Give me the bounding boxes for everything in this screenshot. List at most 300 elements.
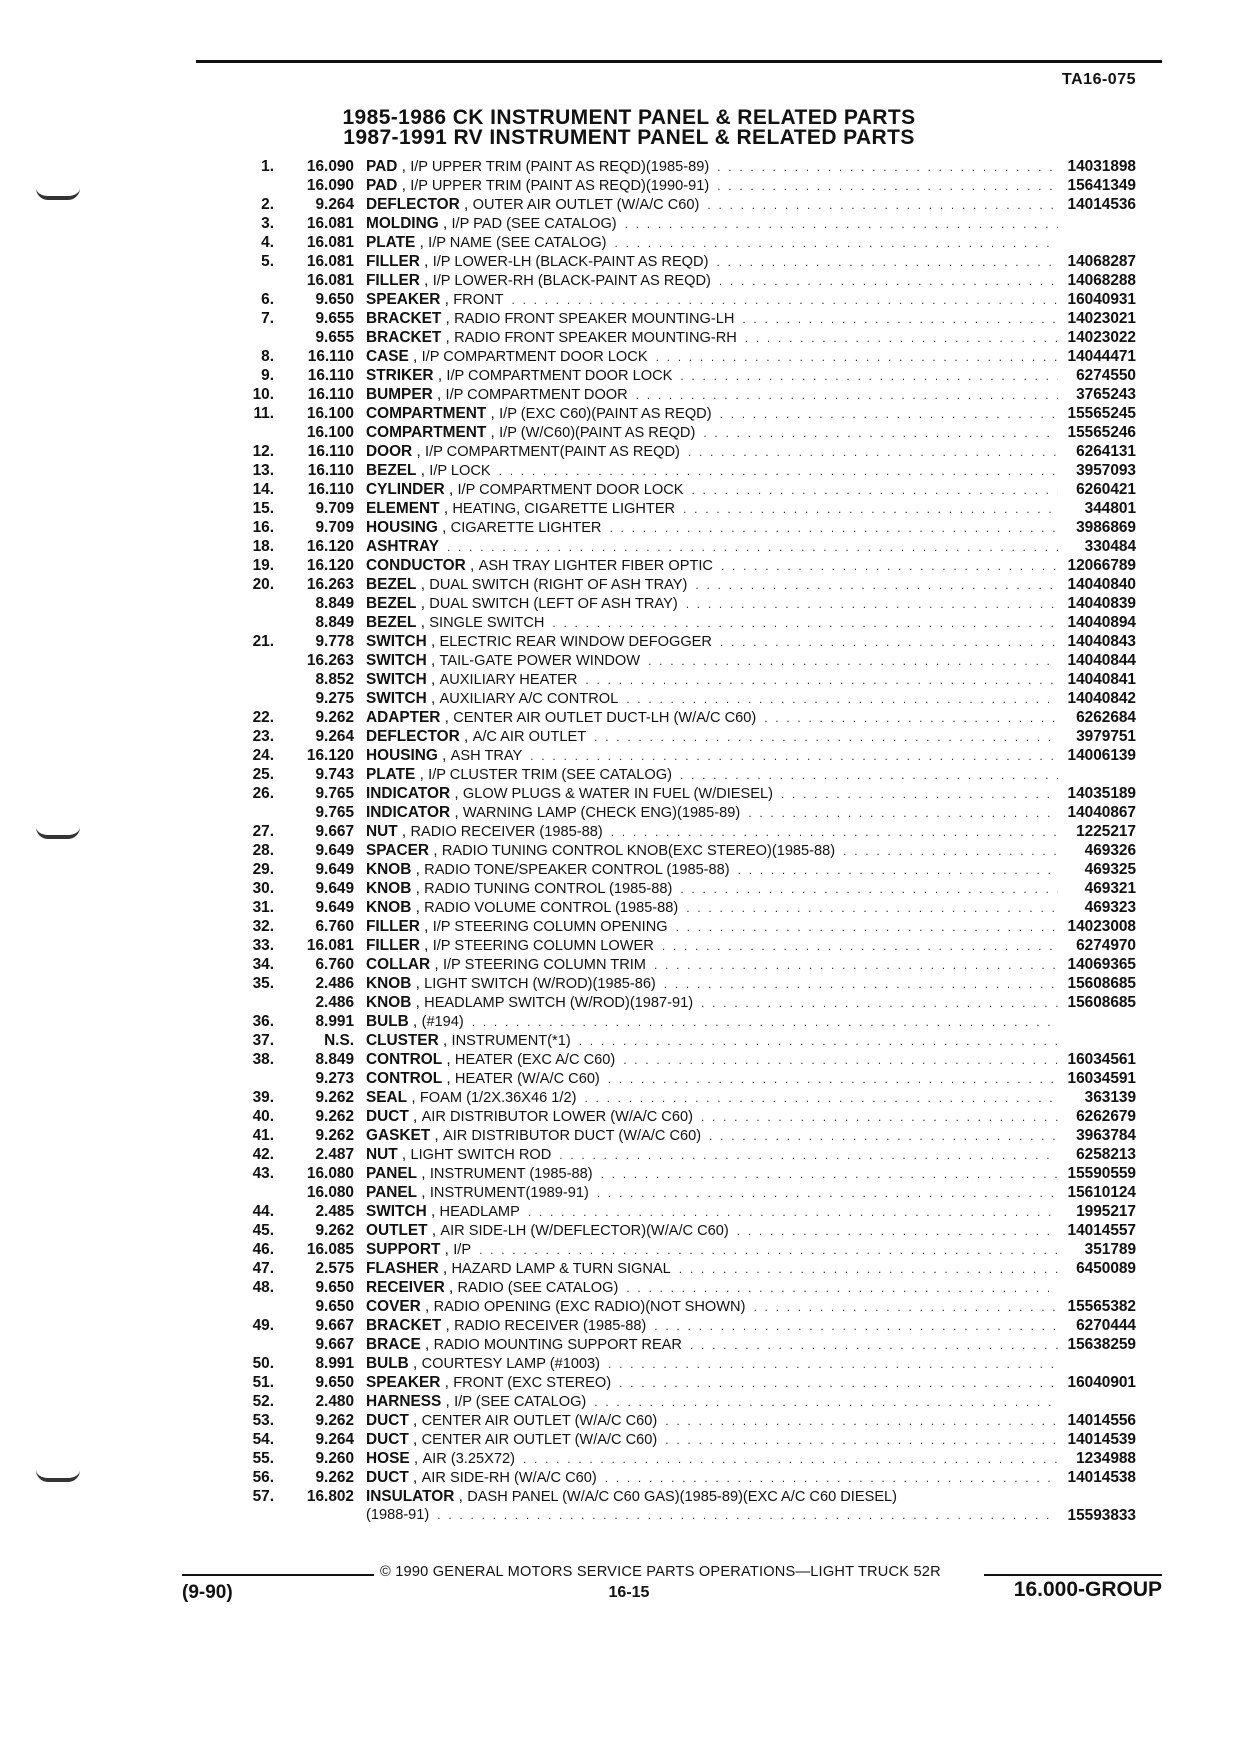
dot-leader bbox=[552, 614, 1058, 633]
group-number: 8.991 bbox=[315, 1355, 354, 1372]
part-detail: I/P COMPARTMENT DOOR LOCK bbox=[421, 349, 648, 365]
part-number: 469326 bbox=[1084, 842, 1136, 859]
part-number: 3765243 bbox=[1076, 386, 1136, 403]
part-number: 330484 bbox=[1084, 538, 1136, 555]
name-separator: , bbox=[440, 1374, 454, 1391]
part-detail: ELECTRIC REAR WINDOW DEFOGGER bbox=[439, 634, 712, 650]
part-description bbox=[366, 499, 1058, 519]
part-number: 15590559 bbox=[1067, 1165, 1136, 1182]
dot-leader bbox=[686, 595, 1058, 614]
dot-leader bbox=[601, 1165, 1058, 1184]
part-name: INDICATOR bbox=[366, 804, 451, 821]
part-number: 351789 bbox=[1084, 1241, 1136, 1258]
part-number: 14040843 bbox=[1067, 633, 1136, 650]
part-name: GASKET bbox=[366, 1127, 431, 1144]
part-name: SWITCH bbox=[366, 1203, 427, 1220]
part-name: SWITCH bbox=[366, 633, 427, 650]
parts-row bbox=[0, 480, 1258, 499]
group-number: 9.765 bbox=[315, 785, 354, 802]
parts-row bbox=[0, 1088, 1258, 1107]
item-number: 13. bbox=[252, 462, 274, 479]
part-description bbox=[366, 1259, 1058, 1279]
dot-leader bbox=[609, 519, 1058, 538]
name-separator: , bbox=[440, 709, 454, 726]
parts-list bbox=[0, 157, 1258, 1525]
top-rule bbox=[196, 60, 1162, 63]
name-separator: , bbox=[397, 158, 411, 175]
part-number: 14040842 bbox=[1067, 690, 1136, 707]
name-separator: , bbox=[417, 1184, 430, 1201]
part-name: CASE bbox=[366, 348, 409, 365]
part-detail: DUAL SWITCH (RIGHT OF ASH TRAY) bbox=[429, 577, 688, 593]
group-number: 9.262 bbox=[315, 709, 354, 726]
part-name: HOSE bbox=[366, 1450, 410, 1467]
part-description bbox=[366, 1297, 1058, 1317]
part-detail: RADIO OPENING (EXC RADIO)(NOT SHOWN) bbox=[433, 1299, 746, 1315]
name-separator: , bbox=[454, 1488, 468, 1505]
name-separator: , bbox=[408, 1431, 422, 1448]
part-name: PAD bbox=[366, 158, 398, 175]
part-number: 14023022 bbox=[1067, 329, 1136, 346]
part-detail: CENTER AIR OUTLET (W/A/C C60) bbox=[421, 1413, 658, 1429]
part-name: SPEAKER bbox=[366, 1374, 441, 1391]
part-name: CONDUCTOR bbox=[366, 557, 466, 574]
dot-leader bbox=[447, 538, 1058, 557]
part-name: DUCT bbox=[366, 1431, 409, 1448]
parts-row bbox=[0, 1240, 1258, 1259]
group-number: 9.262 bbox=[315, 1469, 354, 1486]
group-number: 16.080 bbox=[306, 1184, 354, 1201]
part-number: 363139 bbox=[1084, 1089, 1136, 1106]
item-number: 10. bbox=[252, 386, 274, 403]
dot-leader bbox=[584, 1089, 1058, 1108]
group-number: 9.709 bbox=[315, 500, 354, 517]
part-detail: CENTER AIR OUTLET (W/A/C C60) bbox=[421, 1432, 658, 1448]
parts-row bbox=[0, 1069, 1258, 1088]
part-number: 3979751 bbox=[1076, 728, 1136, 745]
part-name: FILLER bbox=[366, 937, 420, 954]
item-number: 53. bbox=[252, 1412, 274, 1429]
part-description bbox=[366, 860, 1058, 880]
part-description bbox=[366, 1107, 1058, 1127]
dot-leader bbox=[623, 1051, 1058, 1070]
part-detail: INSTRUMENT(1989-91) bbox=[429, 1185, 589, 1201]
part-name: DUCT bbox=[366, 1469, 409, 1486]
part-number: 14040867 bbox=[1067, 804, 1136, 821]
dot-leader bbox=[662, 937, 1058, 956]
part-description bbox=[366, 1335, 1058, 1355]
item-number: 11. bbox=[253, 405, 274, 422]
part-number: 14014539 bbox=[1067, 1431, 1136, 1448]
part-detail: INSTRUMENT(*1) bbox=[451, 1033, 571, 1049]
item-number: 50. bbox=[252, 1355, 274, 1372]
group-number: 16.110 bbox=[307, 481, 354, 498]
dot-leader bbox=[716, 253, 1058, 272]
part-description bbox=[366, 537, 1058, 557]
group-number: 9.655 bbox=[315, 310, 354, 327]
parts-row bbox=[0, 518, 1258, 537]
part-number: 14023008 bbox=[1067, 918, 1136, 935]
dot-leader bbox=[654, 956, 1058, 975]
part-detail: COURTESY LAMP (#1003) bbox=[421, 1356, 601, 1372]
dot-leader bbox=[709, 1127, 1058, 1146]
item-number: 38. bbox=[252, 1051, 274, 1068]
parts-row bbox=[0, 1449, 1258, 1468]
item-number: 33. bbox=[252, 937, 274, 954]
group-number: 9.649 bbox=[315, 880, 354, 897]
group-number: 2.485 bbox=[315, 1203, 354, 1220]
part-name: DEFLECTOR bbox=[366, 728, 460, 745]
part-name: COMPARTMENT bbox=[366, 424, 487, 441]
part-description bbox=[366, 518, 1058, 538]
item-number: 46. bbox=[252, 1241, 274, 1258]
part-number: 16040931 bbox=[1067, 291, 1136, 308]
copyright-notice: © 1990 GENERAL MOTORS SERVICE PARTS OPERATIONS—LIGHT TRUCK 52R bbox=[380, 1564, 941, 1580]
group-number: 2.487 bbox=[315, 1146, 354, 1163]
parts-row bbox=[0, 879, 1258, 898]
part-detail: GLOW PLUGS & WATER IN FUEL (W/DIESEL) bbox=[462, 786, 773, 802]
part-name: FLASHER bbox=[366, 1260, 439, 1277]
part-name: BRACKET bbox=[366, 310, 442, 327]
part-detail: AUXILIARY HEATER bbox=[439, 672, 578, 688]
parts-row bbox=[0, 917, 1258, 936]
parts-row bbox=[0, 1430, 1258, 1449]
dot-leader bbox=[717, 177, 1058, 196]
part-detail: RADIO RECEIVER (1985-88) bbox=[410, 824, 603, 840]
part-description bbox=[366, 1354, 1058, 1374]
part-detail: I/P COMPARTMENT DOOR bbox=[445, 387, 628, 403]
part-description bbox=[366, 214, 1058, 234]
part-description bbox=[366, 670, 1058, 690]
part-name: INDICATOR bbox=[366, 785, 451, 802]
group-number: 16.110 bbox=[307, 462, 354, 479]
parts-row bbox=[0, 195, 1258, 214]
part-name: KNOB bbox=[366, 975, 412, 992]
group-number: 16.081 bbox=[306, 253, 354, 270]
group-number: 16.120 bbox=[306, 538, 354, 555]
group-number: 9.262 bbox=[315, 1222, 354, 1239]
group-number: 9.667 bbox=[315, 823, 354, 840]
group-number: 16.085 bbox=[306, 1241, 354, 1258]
part-description bbox=[366, 822, 1058, 842]
part-description bbox=[366, 1202, 1058, 1222]
part-description bbox=[366, 1069, 1058, 1089]
parts-row bbox=[0, 404, 1258, 423]
group-number: 16.081 bbox=[306, 937, 354, 954]
part-number: 14040839 bbox=[1067, 595, 1136, 612]
dot-leader bbox=[472, 1013, 1058, 1032]
group-number: 8.849 bbox=[315, 595, 354, 612]
dot-leader bbox=[559, 1146, 1058, 1165]
parts-row bbox=[0, 841, 1258, 860]
dot-leader bbox=[701, 994, 1058, 1013]
part-description bbox=[366, 936, 1058, 956]
name-separator: , bbox=[450, 785, 463, 802]
revision-date: (9-90) bbox=[182, 1582, 233, 1603]
dot-leader bbox=[701, 1108, 1058, 1127]
part-name: FILLER bbox=[366, 918, 420, 935]
part-name: BRACKET bbox=[366, 1317, 442, 1334]
part-detail: FRONT (EXC STEREO) bbox=[453, 1375, 612, 1391]
name-separator: , bbox=[408, 1108, 422, 1125]
parts-row bbox=[0, 233, 1258, 252]
dot-leader bbox=[703, 424, 1058, 443]
page-number: 16-15 bbox=[608, 1584, 650, 1601]
part-detail: TAIL-GATE POWER WINDOW bbox=[439, 653, 641, 669]
name-separator: , bbox=[438, 215, 452, 232]
item-number: 26. bbox=[252, 785, 274, 802]
part-description bbox=[366, 727, 1058, 747]
parts-row bbox=[0, 214, 1258, 233]
item-number: 55. bbox=[252, 1450, 274, 1467]
group-number: 9.264 bbox=[315, 1431, 354, 1448]
dot-leader bbox=[648, 652, 1058, 671]
part-number: 6262679 bbox=[1076, 1108, 1136, 1125]
part-description bbox=[366, 1145, 1058, 1165]
group-number: 16.100 bbox=[306, 424, 354, 441]
part-number: 14006139 bbox=[1067, 747, 1136, 764]
dot-leader bbox=[437, 1506, 1058, 1525]
part-number: 14040840 bbox=[1067, 576, 1136, 593]
dot-leader bbox=[680, 367, 1058, 386]
item-number: 41. bbox=[252, 1127, 274, 1144]
part-number: 15593833 bbox=[1067, 1507, 1136, 1524]
part-name: SWITCH bbox=[366, 690, 427, 707]
parts-row bbox=[0, 1373, 1258, 1392]
part-number: 14014556 bbox=[1067, 1412, 1136, 1429]
part-detail: HEATER (W/A/C C60) bbox=[454, 1071, 600, 1087]
group-number: 9.649 bbox=[315, 842, 354, 859]
part-detail: AIR SIDE-RH (W/A/C C60) bbox=[421, 1470, 597, 1486]
name-separator: , bbox=[432, 386, 446, 403]
part-name: BRACE bbox=[366, 1336, 421, 1353]
group-number: 16.090 bbox=[306, 158, 354, 175]
group-number: N.S. bbox=[324, 1032, 354, 1049]
name-separator: , bbox=[415, 766, 429, 783]
item-number: 12. bbox=[252, 443, 274, 460]
parts-row bbox=[0, 1468, 1258, 1487]
group-number: 9.667 bbox=[315, 1317, 354, 1334]
part-description bbox=[366, 1430, 1058, 1450]
name-separator: , bbox=[441, 1393, 455, 1410]
part-description bbox=[366, 1183, 1058, 1203]
parts-row bbox=[0, 1202, 1258, 1221]
dot-leader bbox=[625, 215, 1058, 234]
item-number: 3. bbox=[261, 215, 274, 232]
name-separator: , bbox=[426, 652, 440, 669]
part-detail: RADIO TUNING CONTROL KNOB(EXC STEREO)(1985-88) bbox=[441, 843, 836, 859]
name-separator: , bbox=[442, 1070, 455, 1087]
part-name: CONTROL bbox=[366, 1070, 443, 1087]
part-name: NUT bbox=[366, 823, 398, 840]
part-name: PAD bbox=[366, 177, 398, 194]
part-name: HOUSING bbox=[366, 519, 438, 536]
part-detail: RADIO RECEIVER (1985-88) bbox=[454, 1318, 647, 1334]
item-number: 27. bbox=[252, 823, 274, 840]
part-number: 14014538 bbox=[1067, 1469, 1136, 1486]
part-name: INSULATOR bbox=[366, 1488, 455, 1505]
dot-leader bbox=[619, 1374, 1058, 1393]
group-number: 16.110 bbox=[307, 443, 354, 460]
part-number: 3957093 bbox=[1076, 462, 1136, 479]
name-separator: , bbox=[411, 994, 425, 1011]
group-number: 16.081 bbox=[306, 272, 354, 289]
name-separator: , bbox=[416, 576, 430, 593]
dot-leader bbox=[695, 576, 1058, 595]
group-number: 9.667 bbox=[315, 1336, 354, 1353]
part-name: OUTLET bbox=[366, 1222, 428, 1239]
part-description bbox=[366, 461, 1058, 481]
parts-row bbox=[0, 993, 1258, 1012]
parts-row bbox=[0, 1259, 1258, 1278]
group-number: 16.120 bbox=[306, 557, 354, 574]
part-detail: I/P COMPARTMENT(PAINT AS REQD) bbox=[425, 444, 680, 460]
part-number: 3986869 bbox=[1076, 519, 1136, 536]
name-separator: , bbox=[408, 1412, 422, 1429]
part-number: 6258213 bbox=[1076, 1146, 1136, 1163]
part-description bbox=[366, 1050, 1058, 1070]
parts-row bbox=[0, 575, 1258, 594]
parts-row bbox=[0, 860, 1258, 879]
part-name: FILLER bbox=[366, 272, 420, 289]
dot-leader bbox=[608, 1355, 1058, 1374]
part-number: 6262684 bbox=[1076, 709, 1136, 726]
part-description bbox=[366, 271, 1058, 291]
part-name: BEZEL bbox=[366, 462, 417, 479]
name-separator: , bbox=[416, 462, 430, 479]
part-description bbox=[366, 480, 1058, 500]
group-number: 9.650 bbox=[315, 1374, 354, 1391]
parts-row bbox=[0, 803, 1258, 822]
part-number: 15608685 bbox=[1067, 975, 1136, 992]
parts-row bbox=[0, 1354, 1258, 1373]
part-name: PLATE bbox=[366, 234, 416, 251]
part-description bbox=[366, 689, 1058, 709]
part-description bbox=[366, 195, 1058, 215]
dot-leader bbox=[626, 690, 1058, 709]
group-number: 16.110 bbox=[307, 386, 354, 403]
part-number: 1225217 bbox=[1076, 823, 1136, 840]
part-name: HARNESS bbox=[366, 1393, 442, 1410]
part-description bbox=[366, 594, 1058, 614]
name-separator: , bbox=[437, 747, 451, 764]
parts-row bbox=[0, 176, 1258, 195]
item-number: 29. bbox=[252, 861, 274, 878]
dot-leader bbox=[753, 1298, 1058, 1317]
part-detail: CIGARETTE LIGHTER bbox=[450, 520, 602, 536]
item-number: 14. bbox=[252, 481, 274, 498]
part-number: 15565382 bbox=[1067, 1298, 1136, 1315]
name-separator: , bbox=[397, 177, 411, 194]
group-number: 2.575 bbox=[315, 1260, 354, 1277]
part-name: DUCT bbox=[366, 1108, 409, 1125]
part-detail: I/P bbox=[453, 1242, 472, 1258]
part-description bbox=[366, 157, 1058, 177]
part-name: BEZEL bbox=[366, 576, 417, 593]
part-description bbox=[366, 1012, 1058, 1032]
page-title-line-1: 1985-1986 CK INSTRUMENT PANEL & RELATED PARTS bbox=[342, 106, 916, 129]
dot-leader bbox=[499, 462, 1058, 481]
group-number: 6.760 bbox=[315, 918, 354, 935]
item-number: 54. bbox=[252, 1431, 274, 1448]
part-description bbox=[366, 1373, 1058, 1393]
part-description bbox=[366, 974, 1058, 994]
part-name: COMPARTMENT bbox=[366, 405, 487, 422]
part-name: SWITCH bbox=[366, 671, 427, 688]
part-number: 1234988 bbox=[1076, 1450, 1136, 1467]
part-number: 14014536 bbox=[1067, 196, 1136, 213]
part-detail: I/P STEERING COLUMN OPENING bbox=[432, 919, 668, 935]
part-description bbox=[366, 575, 1058, 595]
part-name: KNOB bbox=[366, 899, 412, 916]
part-name: ELEMENT bbox=[366, 500, 440, 517]
group-number: 16.100 bbox=[306, 405, 354, 422]
group-number: 9.778 bbox=[315, 633, 354, 650]
item-number: 34. bbox=[252, 956, 274, 973]
dot-leader bbox=[720, 405, 1058, 424]
parts-row bbox=[0, 765, 1258, 784]
part-number: 469321 bbox=[1084, 880, 1136, 897]
part-detail: ASH TRAY bbox=[450, 748, 523, 764]
part-name: SEAL bbox=[366, 1089, 408, 1106]
dot-leader bbox=[594, 728, 1058, 747]
item-number: 23. bbox=[252, 728, 274, 745]
dot-leader bbox=[676, 918, 1058, 937]
group-number: 9.650 bbox=[315, 1298, 354, 1315]
group-number: 9.650 bbox=[315, 1279, 354, 1296]
dot-leader bbox=[605, 1469, 1058, 1488]
parts-row bbox=[0, 784, 1258, 803]
item-number: 21. bbox=[252, 633, 274, 650]
part-description bbox=[366, 1392, 1058, 1412]
dot-leader bbox=[745, 329, 1058, 348]
dot-leader bbox=[665, 1431, 1058, 1450]
parts-row bbox=[0, 252, 1258, 271]
part-detail: RADIO FRONT SPEAKER MOUNTING-LH bbox=[454, 311, 735, 327]
item-number: 24. bbox=[252, 747, 274, 764]
item-number: 49. bbox=[252, 1317, 274, 1334]
parts-row bbox=[0, 594, 1258, 613]
part-name: CLUSTER bbox=[366, 1032, 439, 1049]
part-detail: HEATER (EXC A/C C60) bbox=[454, 1052, 616, 1068]
group-number: 9.262 bbox=[315, 1412, 354, 1429]
parts-row bbox=[0, 1164, 1258, 1183]
part-detail: I/P NAME (SEE CATALOG) bbox=[428, 235, 607, 251]
item-number: 16. bbox=[252, 519, 274, 536]
parts-row bbox=[0, 328, 1258, 347]
name-separator: , bbox=[411, 899, 425, 916]
name-separator: , bbox=[397, 823, 411, 840]
part-detail: RADIO MOUNTING SUPPORT REAR bbox=[433, 1337, 682, 1353]
part-detail: RADIO TUNING CONTROL (1985-88) bbox=[424, 881, 673, 897]
part-number: 14040841 bbox=[1067, 671, 1136, 688]
part-detail: HEADLAMP bbox=[439, 1204, 520, 1220]
group-number: 9.260 bbox=[315, 1450, 354, 1467]
group-number: 8.849 bbox=[315, 614, 354, 631]
name-separator: , bbox=[430, 956, 443, 973]
part-number: 14040844 bbox=[1067, 652, 1136, 669]
part-detail: I/P PAD (SEE CATALOG) bbox=[451, 216, 617, 232]
part-number: 1995217 bbox=[1076, 1203, 1136, 1220]
parts-row bbox=[0, 1107, 1258, 1126]
name-separator: , bbox=[426, 690, 440, 707]
part-name: BEZEL bbox=[366, 614, 417, 631]
dot-leader bbox=[654, 1317, 1058, 1336]
part-description bbox=[366, 366, 1058, 386]
page-title-line-2: 1987-1991 RV INSTRUMENT PANEL & RELATED PARTS bbox=[343, 126, 915, 149]
part-description bbox=[366, 898, 1058, 918]
name-separator: , bbox=[438, 1032, 452, 1049]
